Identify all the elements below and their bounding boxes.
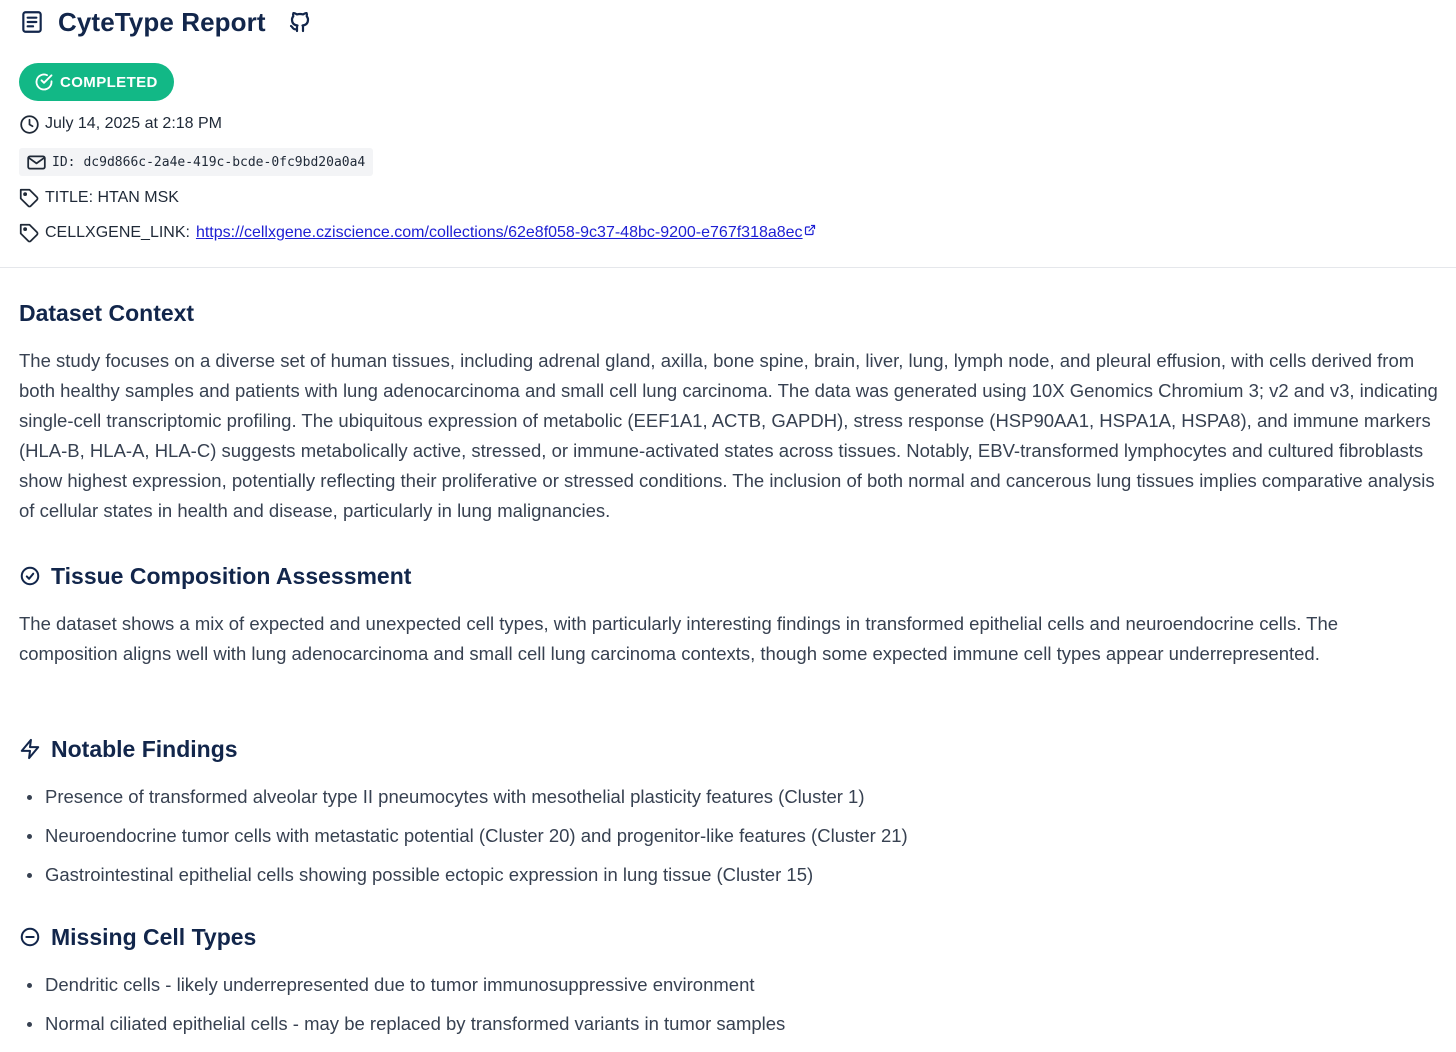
dataset-context-title: Dataset Context	[19, 299, 195, 326]
tissue-composition-title: Tissue Composition Assessment	[51, 562, 412, 589]
report-title-meta	[19, 187, 179, 209]
report-id	[19, 148, 373, 176]
list-item: Normal ciliated epithelial cells - may be replaced by transformed variants in tumor samples	[19, 1011, 785, 1050]
date-text: July 14, 2025 at 2:18 PM	[45, 115, 222, 132]
notable-findings-heading	[19, 733, 238, 765]
github-icon[interactable]	[288, 10, 312, 34]
tag-icon	[19, 188, 40, 209]
notable-findings-title: Notable Findings	[51, 735, 238, 762]
check-circle-icon	[19, 565, 41, 587]
lightning-icon	[19, 738, 41, 760]
minus-circle-icon	[19, 926, 41, 948]
page-title: CyteType Report	[58, 6, 266, 37]
cellxgene-link[interactable]: https://cellxgene.cziscience.com/collections/62e8f058-9c37-48bc-9200-e767f318a8ec	[195, 224, 803, 241]
cellxgene-link-row	[19, 222, 816, 244]
list-item: Dendritic cells - likely underrepresented due to tumor immunosuppressive environment	[19, 972, 785, 1011]
status-label: COMPLETED	[60, 73, 158, 91]
list-item: Presence of transformed alveolar type II pneumocytes with mesothelial plasticity features (Cluster 1)	[19, 784, 908, 823]
check-circle-icon	[34, 72, 54, 92]
tag-icon	[19, 223, 40, 244]
report-date	[19, 113, 222, 135]
dataset-context-body: The study focuses on a diverse set of human tissues, including adrenal gland, axilla, bone spine, brain, liver, lung, lymph node, and pleural effusion, with cells derived from both healthy samples and patients with lung adenocarcinoma and small cell lung carcinoma. The data was generated using 10X Genomics Chromium 3; v2 and v3, indicating single-cell transcriptomic profiling. The ubiquitous expression of metabolic (EEF1A1, ACTB, GAPDH), stress response (HSP90AA1, HSPA1A, HSPA8), and immune markers (HLA-B, HLA-A, HLA-C) suggests metabolically active, stressed, or immune-activated states across tissues. Notably, EBV-transformed lymphocytes and cultured fibroblasts show highest expression, potentially reflecting their proliferative or stressed conditions. The inclusion of both normal and cancerous lung tissues implies comparative analysis of cellular states in health and disease, particularly in lung malignancies.	[19, 350, 1438, 521]
clock-icon	[19, 114, 40, 135]
status-badge	[19, 63, 174, 101]
link-label: CELLXGENE_LINK:	[45, 224, 190, 241]
list-item: Neuroendocrine tumor cells with metastatic potential (Cluster 20) and progenitor-like features (Cluster 21)	[19, 823, 908, 862]
mail-icon	[26, 152, 47, 173]
list-item: Gastrointestinal epithelial cells showing possible ectopic expression in lung tissue (Cluster 15)	[19, 862, 908, 901]
document-icon	[19, 9, 45, 35]
notable-findings-list	[19, 784, 908, 901]
tissue-composition-body: The dataset shows a mix of expected and unexpected cell types, with particularly interesting findings in transformed epithelial cells and neuroendocrine cells. The composition aligns well with lung adenocarcinoma and small cell lung carcinoma contexts, though some expected immune cell types appear underrepresented.	[19, 613, 1339, 664]
id-label: ID:	[52, 154, 76, 170]
dataset-context-heading	[19, 297, 194, 329]
header-divider	[0, 267, 1456, 268]
id-value[interactable]: dc9d866c-2a4e-419c-bcde-0fc9bd20a0a4	[83, 154, 366, 170]
report-header	[19, 4, 312, 40]
missing-cell-types-list	[19, 972, 785, 1050]
missing-cell-types-heading	[19, 921, 256, 953]
tissue-composition-heading	[19, 560, 411, 592]
title-meta-text: TITLE: HTAN MSK	[45, 189, 179, 206]
external-link-icon[interactable]	[804, 224, 816, 236]
missing-cell-types-title: Missing Cell Types	[51, 923, 257, 950]
